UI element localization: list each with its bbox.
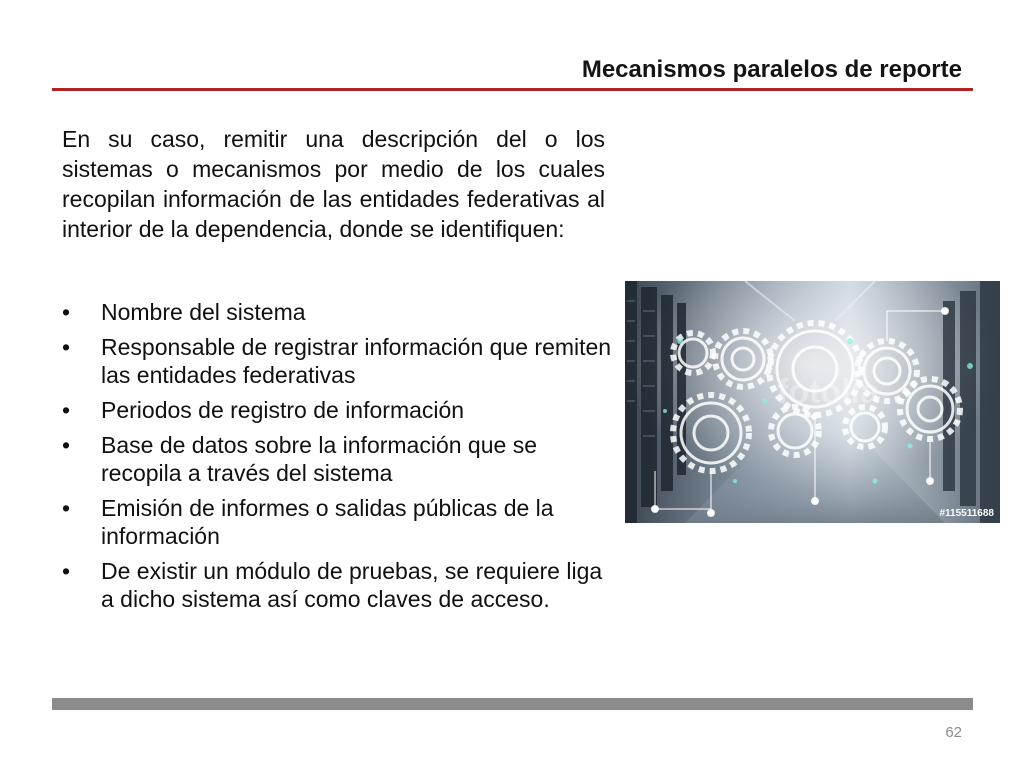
slide-title: Mecanismos paralelos de reporte <box>581 56 962 83</box>
list-item-text: Base de datos sobre la información que se recopila a través del sistema <box>101 432 537 486</box>
footer-bar <box>52 698 973 710</box>
list-item <box>62 557 612 613</box>
list-item <box>62 494 612 550</box>
bullet-icon: • <box>62 334 71 360</box>
gears-illustration <box>625 281 1000 523</box>
title-rule <box>52 88 973 91</box>
bullet-list <box>62 298 612 620</box>
list-item-text: Periodos de registro de información <box>101 397 465 423</box>
list-item-text: Emisión de informes o salidas públicas de la información <box>101 495 554 549</box>
list-item <box>62 396 612 424</box>
list-item <box>62 298 612 326</box>
bullet-icon: • <box>62 495 71 521</box>
page-number: 62 <box>945 724 962 741</box>
bullet-icon: • <box>62 397 71 423</box>
bullet-icon: • <box>62 558 71 584</box>
stock-id-label: #115511688 <box>939 508 994 519</box>
list-item <box>62 333 612 389</box>
gears-server-room-image <box>625 281 1000 523</box>
bullet-icon: • <box>62 432 71 458</box>
bullet-icon: • <box>62 299 71 325</box>
svg-text:fotolia: fotolia <box>777 373 879 411</box>
list-item-text: De existir un módulo de pruebas, se requiere liga a dicho sistema así como claves de acceso. <box>101 558 603 612</box>
list-item-text: Nombre del sistema <box>101 299 306 325</box>
intro-paragraph: En su caso, remitir una descripción del o los sistemas o mecanismos por medio de los cuales recopilan información de las entidades federativas al interior de la dependencia, donde se identifiquen: <box>62 126 605 242</box>
list-item <box>62 431 612 487</box>
list-item-text: Responsable de registrar información que remiten las entidades federativas <box>101 334 612 388</box>
